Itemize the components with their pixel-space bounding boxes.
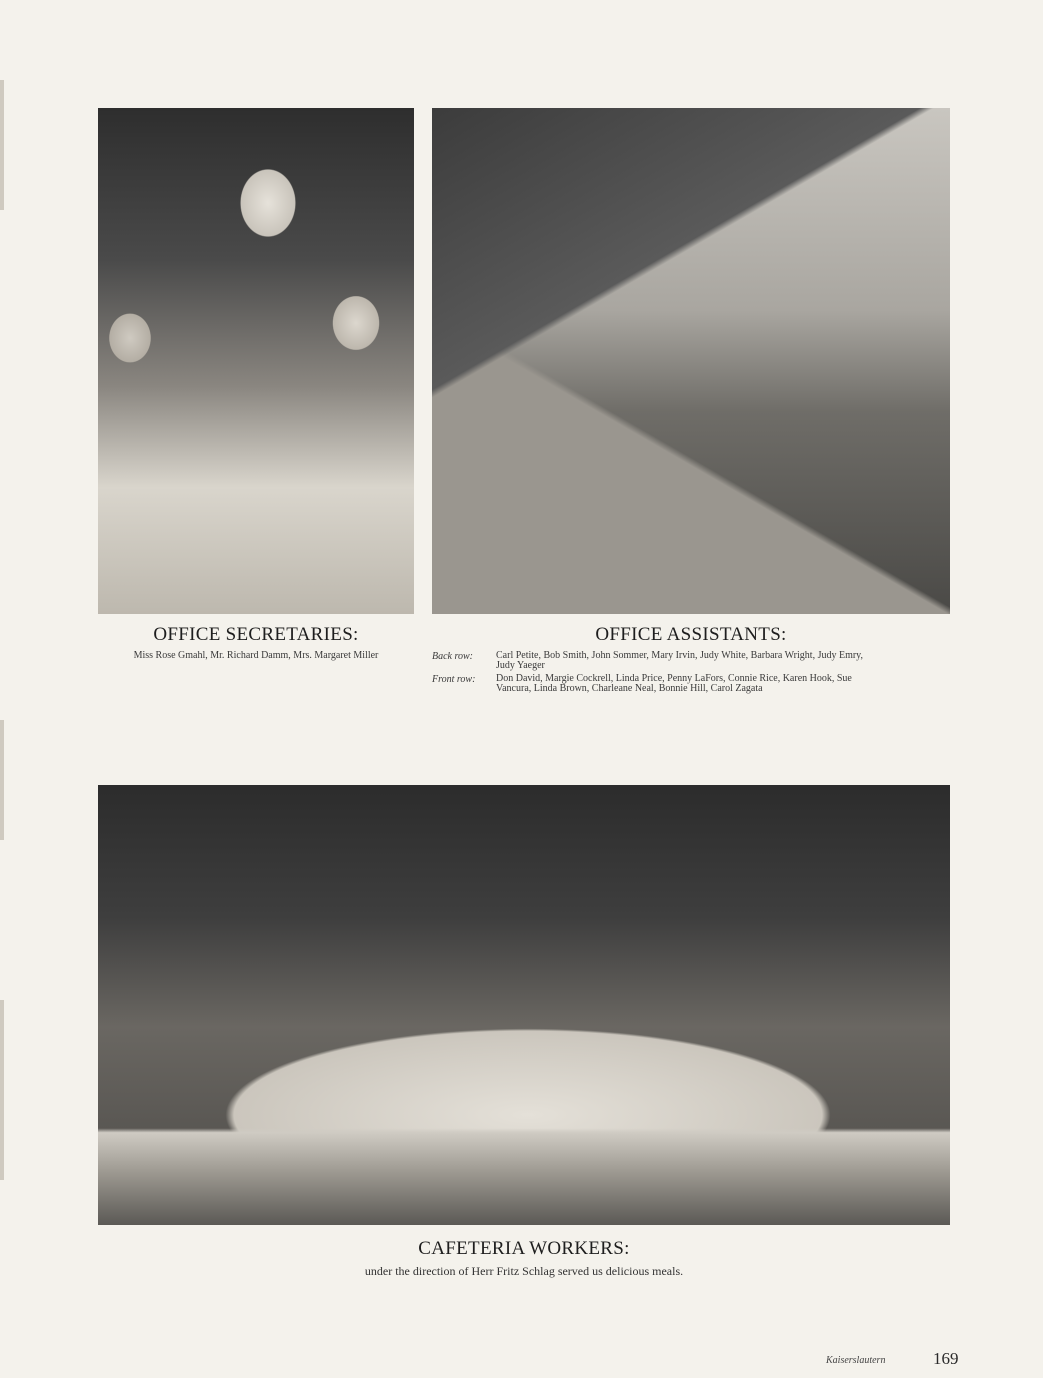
front-row-names [496,674,956,694]
page-edge-mark [0,80,4,210]
footer-school-name: Kaiserslautern [826,1355,886,1366]
back-row-label: Back row: [432,651,474,662]
cafeteria-workers-photo [98,785,950,1225]
cafeteria-workers-title: CAFETERIA WORKERS: [418,1238,630,1259]
office-secretaries-names: Miss Rose Gmahl, Mr. Richard Damm, Mrs. Margaret Miller [133,650,379,661]
front-row-line: Vancura, Linda Brown, Charleane Neal, Bonnie Hill, Carol Zagata [496,683,763,694]
office-secretaries-photo [98,108,414,614]
office-secretaries-title: OFFICE SECRETARIES: [153,624,359,645]
cafeteria-workers-description: under the direction of Herr Fritz Schlag served us delicious meals. [364,1264,684,1278]
front-row-label: Front row: [432,674,476,685]
back-row-names [496,651,956,671]
front-row-line: Don David, Margie Cockrell, Linda Price, Penny LaFors, Connie Rice, Karen Hook, Sue [496,673,852,684]
page-number: 169 [933,1349,959,1368]
office-assistants-photo [432,108,950,614]
back-row-line: Judy Yaeger [496,660,545,671]
page-edge-mark [0,720,4,840]
page-edge-mark [0,1000,4,1180]
back-row-line: Carl Petite, Bob Smith, John Sommer, Mary Irvin, Judy White, Barbara Wright, Judy Emry, [496,650,864,661]
office-assistants-title: OFFICE ASSISTANTS: [595,624,787,645]
